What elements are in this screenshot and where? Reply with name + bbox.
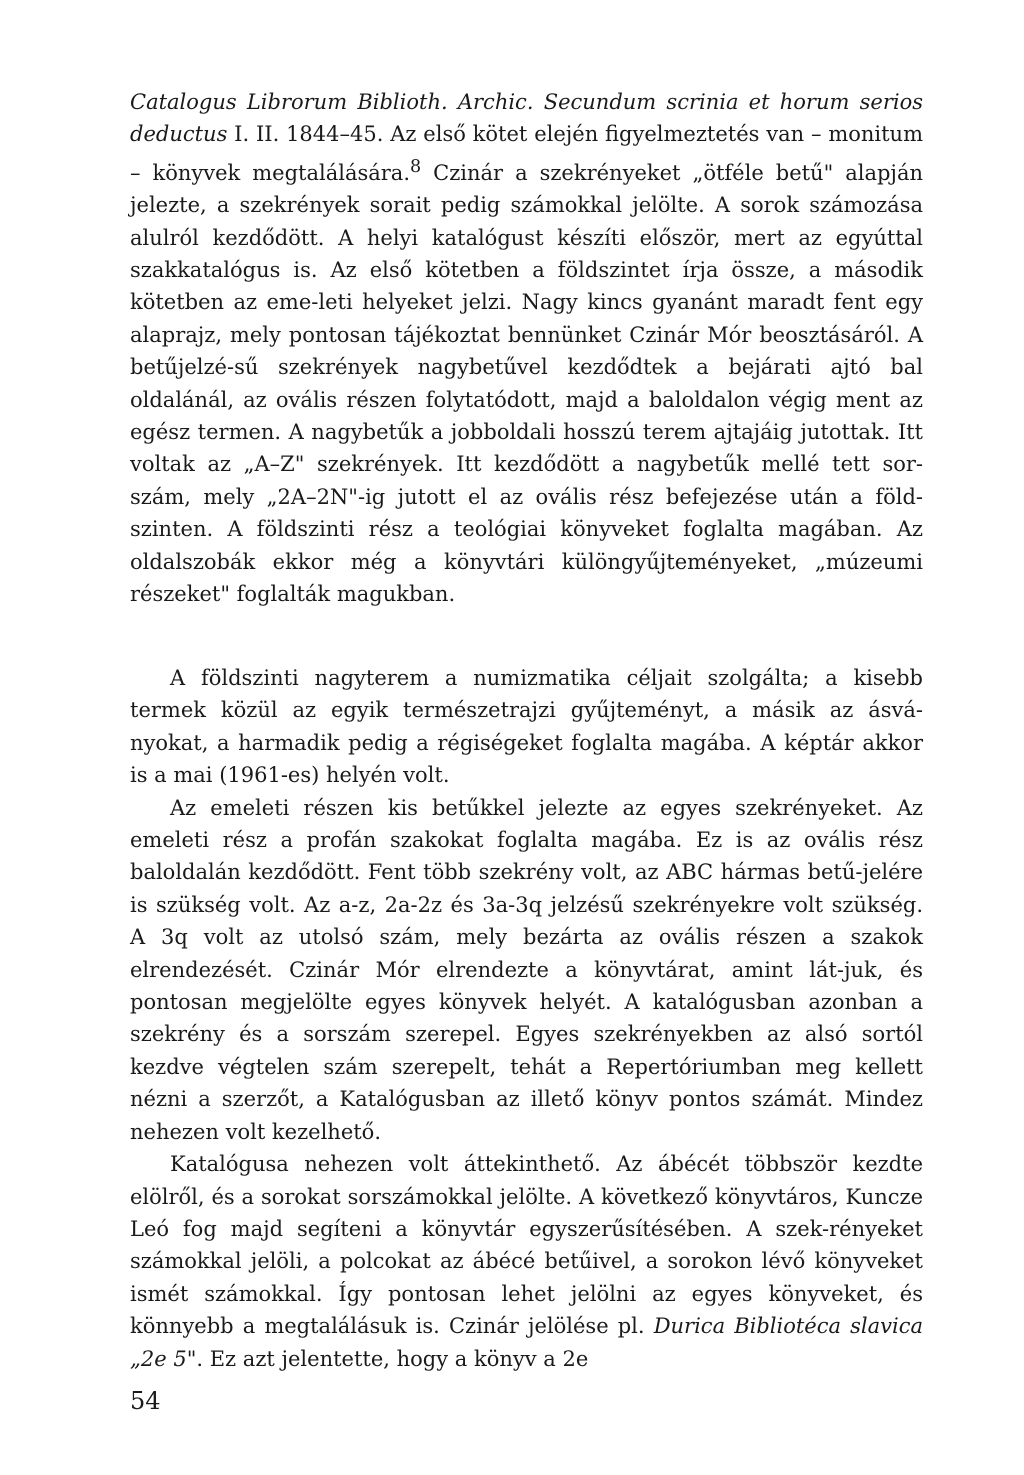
paragraph-text: . Ez azt jelentette, hogy a könyv a 2e xyxy=(196,1346,589,1371)
paragraph-emeleti: Az emeleti részen kis betűkkel jelezte az egyes szekrényeket. Az emeleti rész a profán szakokat foglalta magába. Ez is az ovális rész baloldalán kezdődött. Fent több szekrény volt, az ABC hármas betű-jelére is szükség volt. Az a-z, 2a-2z és 3a-3q jelzésű szekrényekre volt szükség. A 3q volt az utolsó szám, mely bezárta az ovális részen a szakok elrendezését. Czinár Mór elrendezte a könyvtárat, amint lát-juk, és pontosan megjelölte egyes könyvek helyét. A katalógusban azonban a szekrény és a sorszám szerepel. Egyes szekrényekben az alsó sortól kezdve végtelen szám szerepelt, tehát a Repertóriumban meg kellett nézni a szerzőt, a Katalógusban az illető könyv pontos számát. Mindez nehezen volt kezelhető. xyxy=(130,795,923,1144)
paragraph-katalogusa xyxy=(130,1148,923,1375)
italic-title: Catalogus Librorum Biblioth. Archic. Secundum scrinia et horum serios deductus xyxy=(130,90,923,147)
footnote-ref: 8 xyxy=(410,156,422,177)
paragraph-text: Katalógusa nehezen volt áttekinthető. Az ábécét többször kezdte elölről, és a sorokat sorszámokkal jelölte. A következő könyvtáros, Kuncze Leó fog majd segíteni a könyvtár egyszerűsítésében. A szek-rényeket számokkal jelöli, a polcokat az ábécé betűivel, a sorokon lévő könyveket ismét számokkal. Így pontosan lehet jelölni az egyes könyveket, és könnyebb a megtalálásuk is. Czinár jelölése pl. xyxy=(130,1152,923,1339)
paragraph-catalogus xyxy=(130,86,923,611)
paragraph-text: I. II. 1844–45. Az első kötet elején figyelmeztetés van – monitum – könyvek megtalálására. xyxy=(130,122,923,185)
text-block-upper xyxy=(130,86,923,611)
text-block-lower xyxy=(130,662,923,1375)
paragraph-foldszinti: A földszinti nagyterem a numizmatika céljait szolgálta; a kisebb termek közül az egyik természetrajzi gyűjteményt, a másik az ásvá-nyokat, a harmadik pedig a régiségeket foglalta magába. A képtár akkor is a mai (1961-es) helyén volt. xyxy=(130,666,923,788)
paragraph-text: Czinár a szekrényeket „ötféle betű" alapján jelezte, a szekrények sorait pedig számokkal jelölte. A sorok számozása alulról kezdődött. A helyi katalógust készíti először, mert az egyúttal szakkatalógus is. Az első kötetben a földszintet írja össze, a második kötetben az eme-leti helyeket jelzi. Nagy kincs gyanánt maradt fent egy alaprajz, mely pontosan tájékoztat bennünket Czinár Mór beosztásáról. A betűjelzé-sű szekrények nagybetűvel kezdődtek a bejárati ajtó bal oldalánál, az ovális részen folytatódott, majd a baloldalon végig ment az egész termen. A nagybetűk a jobboldali hosszú terem ajtajáig jutottak. Itt voltak az „A–Z" szekrények. Itt kezdődött a nagybetűk mellé tett sor-szám, mely „2A–2N"-ig jutott el az ovális rész befejezése után a föld-szinten. A földszinti rész a teológiai könyveket foglalta magában. Az oldalszobák ekkor még a könyvtári különgyűjteményeket, „múzeumi részeket" foglalták magukban. xyxy=(130,160,923,607)
italic-example: Durica Bibliotéca slavica „2e 5" xyxy=(130,1314,923,1371)
page-number: 54 xyxy=(130,1387,161,1415)
